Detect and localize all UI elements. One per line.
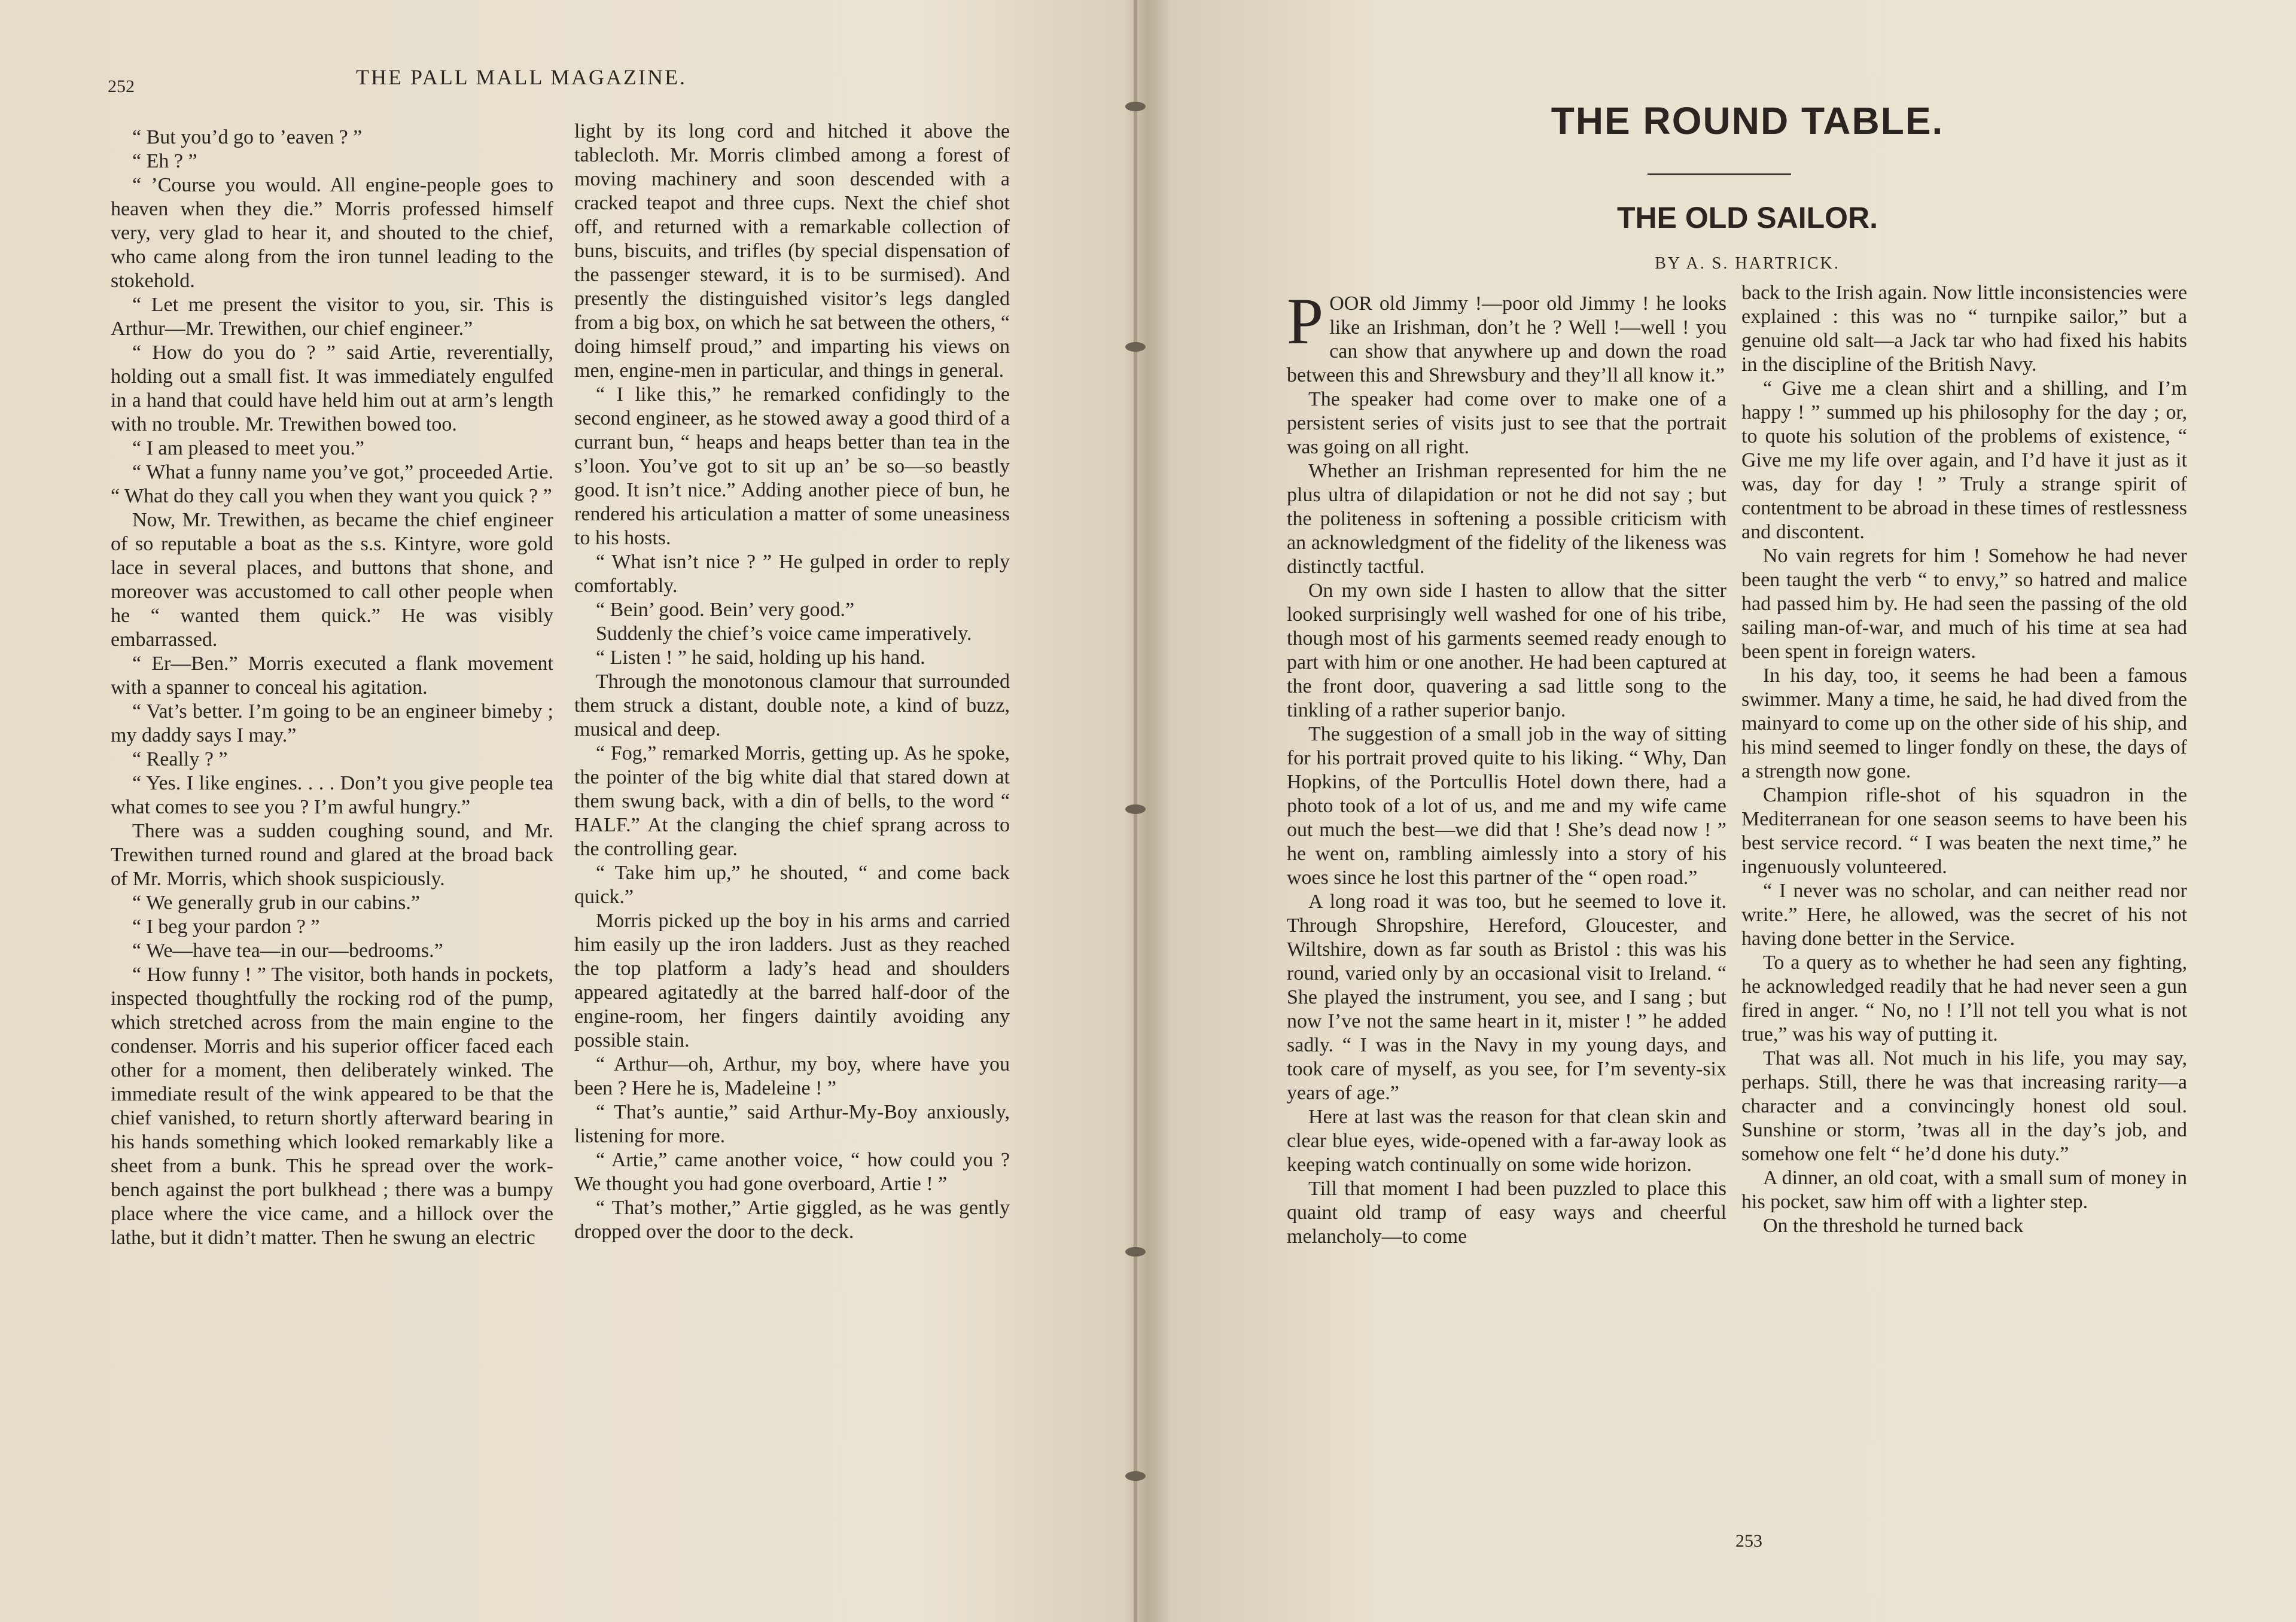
paragraph: That was all. Not much in his life, you may say, perhaps. Still, there he was that increasing rarity—a character and a convincingly honest old soul. Sunshine or storm, ’twas all in the day’s job, and somehow one felt “ he’d done his duty.” bbox=[1741, 1047, 2187, 1165]
paragraph: “ Yes. I like engines. . . . Don’t you give people tea what comes to see you ? I’m awful hungry.” bbox=[111, 772, 553, 818]
paragraph-text: OOR old Jimmy !—poor old Jimmy ! he looks like an Irishman, don’t he ? Well !—well ! you can show that anywhere up and down the road between this and Shrewsbury and they’ll all know it.” bbox=[1287, 292, 1726, 386]
paragraph: Suddenly the chief’s voice came imperatively. bbox=[596, 623, 972, 645]
paragraph: A dinner, an old coat, with a small sum of money in his pocket, saw him off with a lighter step. bbox=[1741, 1167, 2187, 1213]
paragraph: “ Listen ! ” he said, holding up his hand. bbox=[596, 647, 925, 669]
paragraph: “ Really ? ” bbox=[132, 748, 228, 770]
paragraph: “ Fog,” remarked Morris, getting up. As he spoke, the pointer of the big white dial that stared down at them swung back, with a din of bells, to the word “ HALF.” At the clanging the chief sprang across to the controlling gear. bbox=[574, 742, 1010, 860]
page-number: 252 bbox=[108, 77, 135, 96]
paragraph: “ How do you do ? ” said Artie, reverentially, holding out a small fist. It was immediately engulfed in a hand that could have held him out at arm’s length with no trouble. Mr. Trewithen bowed too. bbox=[111, 342, 553, 435]
paragraph: light by its long cord and hitched it above the tablecloth. Mr. Morris climbed among a forest of moving machinery and soon descended with a cracked teapot and three cups. Next the chief shot off, and returned with a remarkable collection of buns, biscuits, and trifles (by special dispensation of the passenger steward, it is to be surmised). And presently the distinguished visitor’s legs dangled from a big box, on which he sat between the others, “ doing himself proud,” and imparting his views on men, engine-men in particular, and things in general. bbox=[574, 120, 1010, 382]
byline: BY A. S. HARTRICK. bbox=[1655, 254, 1840, 273]
paragraph: “ Arthur—oh, Arthur, my boy, where have you been ? Here he is, Madeleine ! ” bbox=[574, 1053, 1010, 1099]
paragraph: “ Take him up,” he shouted, “ and come back quick.” bbox=[574, 862, 1010, 908]
paragraph: “ Give me a clean shirt and a shilling, and I’m happy ! ” summed up his philosophy for the day ; or, to quote his solution of the problems of existence, “ Give me my life over again, and I’d have it just as it was, day for day ! ” Truly a strange spirit of contentment to be abroad in these times of restlessness and discontent. bbox=[1741, 377, 2187, 543]
paragraph: “ I am pleased to meet you.” bbox=[132, 437, 365, 459]
paragraph: Morris picked up the boy in his arms and carried him easily up the iron ladders. Just as they reached the top platform a lady’s head and shoulders appeared agitatedly at the barred half-door of the engine-room, her fingers daintily avoiding any possible stain. bbox=[574, 910, 1010, 1051]
text-column-right-1 bbox=[1287, 285, 1726, 1249]
paragraph: Through the monotonous clamour that surrounded them struck a distant, double note, a kind of buzz, musical and deep. bbox=[574, 670, 1010, 740]
paragraph: “ Artie,” came another voice, “ how could you ? We thought you had gone overboard, Artie ! ” bbox=[574, 1149, 1010, 1195]
paragraph: “ I like this,” he remarked confidingly to the second engineer, as he stowed away a good third of a currant bun, “ heaps and heaps better than tea in the s’loon. You’ve got to sit up an’ be so—so beastly good. It isn’t nice.” Adding another piece of bun, he rendered his articulation a matter of some uneasiness to his hosts. bbox=[574, 383, 1010, 549]
paragraph: “ What a funny name you’ve got,” proceeded Artie. “ What do they call you when they want you quick ? ” bbox=[111, 461, 553, 507]
paragraph: Now, Mr. Trewithen, as became the chief engineer of so reputable a boat as the s.s. Kintyre, wore gold lace in several places, and buttons that shone, and moreover was accustomed to call other people when he “ wanted them quick.” He was visibly embarrassed. bbox=[111, 509, 553, 651]
paragraph: In his day, too, it seems he had been a famous swimmer. Many a time, he said, he had dived from the mainyard to come up on the other side of his ship, and his mind seemed to linger fondly on these, the days of a strength now gone. bbox=[1741, 664, 2187, 782]
title-rule bbox=[1648, 173, 1791, 175]
paragraph: “ Bein’ good. Bein’ very good.” bbox=[596, 599, 855, 621]
paragraph: Whether an Irishman represented for him the ne plus ultra of dilapidation or not he did not say ; but the politeness in softening a possible criticism with an acknowledgment of the fidelity of the likeness was distinctly tactful. bbox=[1287, 460, 1726, 578]
paragraph: Till that moment I had been puzzled to place this quaint old tramp of easy ways and cheerful melancholy—to come bbox=[1287, 1178, 1726, 1248]
paragraph: “ Er—Ben.” Morris executed a flank movement with a spanner to conceal his agitation. bbox=[111, 653, 553, 699]
right-page bbox=[1137, 0, 2296, 1622]
section-title: THE ROUND TABLE. bbox=[1551, 99, 1944, 142]
left-page bbox=[0, 0, 1134, 1622]
paragraph: On my own side I hasten to allow that the sitter looked surprisingly well washed for one of his tribe, though most of his garments seemed ready enough to part with him or one another. He had been captured at the front door, quavering a sad little song to the tinkling of a rather superior banjo. bbox=[1287, 580, 1726, 721]
text-column-right-2 bbox=[1741, 281, 2187, 1238]
article-title: THE OLD SAILOR. bbox=[1616, 201, 1878, 234]
paragraph: “ We—have tea—in our—bedrooms.” bbox=[132, 940, 443, 962]
paragraph: “ Vat’s better. I’m going to be an engineer bimeby ; my daddy says I may.” bbox=[111, 700, 553, 746]
paragraph: “ How funny ! ” The visitor, both hands in pockets, inspected thoughtfully the rocking rod of the pump, which stretched across from the main engine to the condenser. Morris and his superior officer faced each other for a moment, then deliberately winked. The immediate result of the wink appeared to be that the chief vanished, to return shortly afterward bearing in his hands something which looked remarkably like a sheet from a bunk. This he spread over the work-bench against the port bulkhead ; there was a bumpy place where the vice came, and a hillock over the lathe, but it didn’t matter. Then he swung an electric bbox=[111, 964, 553, 1249]
paragraph: “ But you’d go to ’eaven ? ” bbox=[132, 126, 363, 148]
paragraph: To a query as to whether he had seen any fighting, he acknowledged readily that he had never seen a gun fired in anger. “ No, no ! I’ll not tell you what is not true,” was his way of putting it. bbox=[1741, 952, 2187, 1045]
paragraph: No vain regrets for him ! Somehow he had never been taught the verb “ to envy,” so hatred and malice had passed him by. He had seen the passing of the old sailing man-of-war, and much of his time at sea had been spent in foreign waters. bbox=[1741, 545, 2187, 663]
paragraph: “ Let me present the visitor to you, sir. This is Arthur—Mr. Trewithen, our chief engineer.” bbox=[111, 294, 553, 340]
paragraph: Champion rifle-shot of his squadron in the Mediterranean for one season seems to have been his best service record. “ I was beaten the next time,” he ingenuously volunteered. bbox=[1741, 784, 2187, 878]
paragraph: “ I beg your pardon ? ” bbox=[132, 916, 320, 938]
paragraph: “ That’s auntie,” said Arthur-My-Boy anxiously, listening for more. bbox=[574, 1101, 1010, 1147]
paragraph: back to the Irish again. Now little inconsistencies were explained : this was no “ turnpike sailor,” but a genuine old salt—a Jack tar who had fixed his habits in the discipline of the British Navy. bbox=[1741, 282, 2187, 376]
paragraph: “ We generally grub in our cabins.” bbox=[132, 892, 420, 914]
text-column-left-1 bbox=[111, 126, 553, 1250]
paragraph: On the threshold he turned back bbox=[1763, 1215, 2024, 1237]
page-number: 253 bbox=[1735, 1531, 1762, 1551]
paragraph: Here at last was the reason for that clean skin and clear blue eyes, wide-opened with a far-away look as keeping watch continually on some wide horizon. bbox=[1287, 1106, 1726, 1176]
running-head: THE PALL MALL MAGAZINE. bbox=[356, 65, 687, 89]
paragraph: “ Eh ? ” bbox=[132, 150, 197, 172]
paragraph: “ ’Course you would. All engine-people goes to heaven when they die.” Morris professed himself very, very glad to hear it, and shouted to the chief, who came along from the iron tunnel leading to the stokehold. bbox=[111, 174, 553, 292]
drop-cap: P bbox=[1287, 285, 1324, 358]
paragraph: “ What isn’t nice ? ” He gulped in order to reply comfortably. bbox=[574, 551, 1010, 597]
paragraph: There was a sudden coughing sound, and Mr. Trewithen turned round and glared at the broad back of Mr. Morris, which shook suspiciously. bbox=[111, 820, 553, 890]
text-column-left-2 bbox=[574, 120, 1010, 1244]
paragraph: “ I never was no scholar, and can neither read nor write.” Here, he allowed, was the secret of his not having done better in the Service. bbox=[1741, 880, 2187, 950]
paragraph: A long road it was too, but he seemed to love it. Through Shropshire, Hereford, Gloucester, and Wiltshire, down as far south as Bristol : this was his round, varied only by an occasional visit to Ireland. “ She played the instrument, you see, and I sang ; but now I’ve not the same heart in it, mister ! ” he added sadly. “ I was in the Navy in my young days, and took care of myself, as you see, for I’m seventy-six years of age.” bbox=[1287, 891, 1726, 1104]
paragraph: The suggestion of a small job in the way of sitting for his portrait proved quite to his liking. “ Why, Dan Hopkins, of the Portcullis Hotel down there, had a photo took of a lot of us, and me and my wife came out much the best—we did that ! She’s dead now ! ” he went on, rambling aimlessly into a story of his woes since he lost this partner of the “ open road.” bbox=[1287, 723, 1726, 889]
paragraph: “ That’s mother,” Artie giggled, as he was gently dropped over the door to the deck. bbox=[574, 1197, 1010, 1243]
paragraph bbox=[1287, 285, 1726, 388]
paragraph: The speaker had come over to make one of a persistent series of visits just to see that the portrait was going on all right. bbox=[1287, 388, 1726, 458]
